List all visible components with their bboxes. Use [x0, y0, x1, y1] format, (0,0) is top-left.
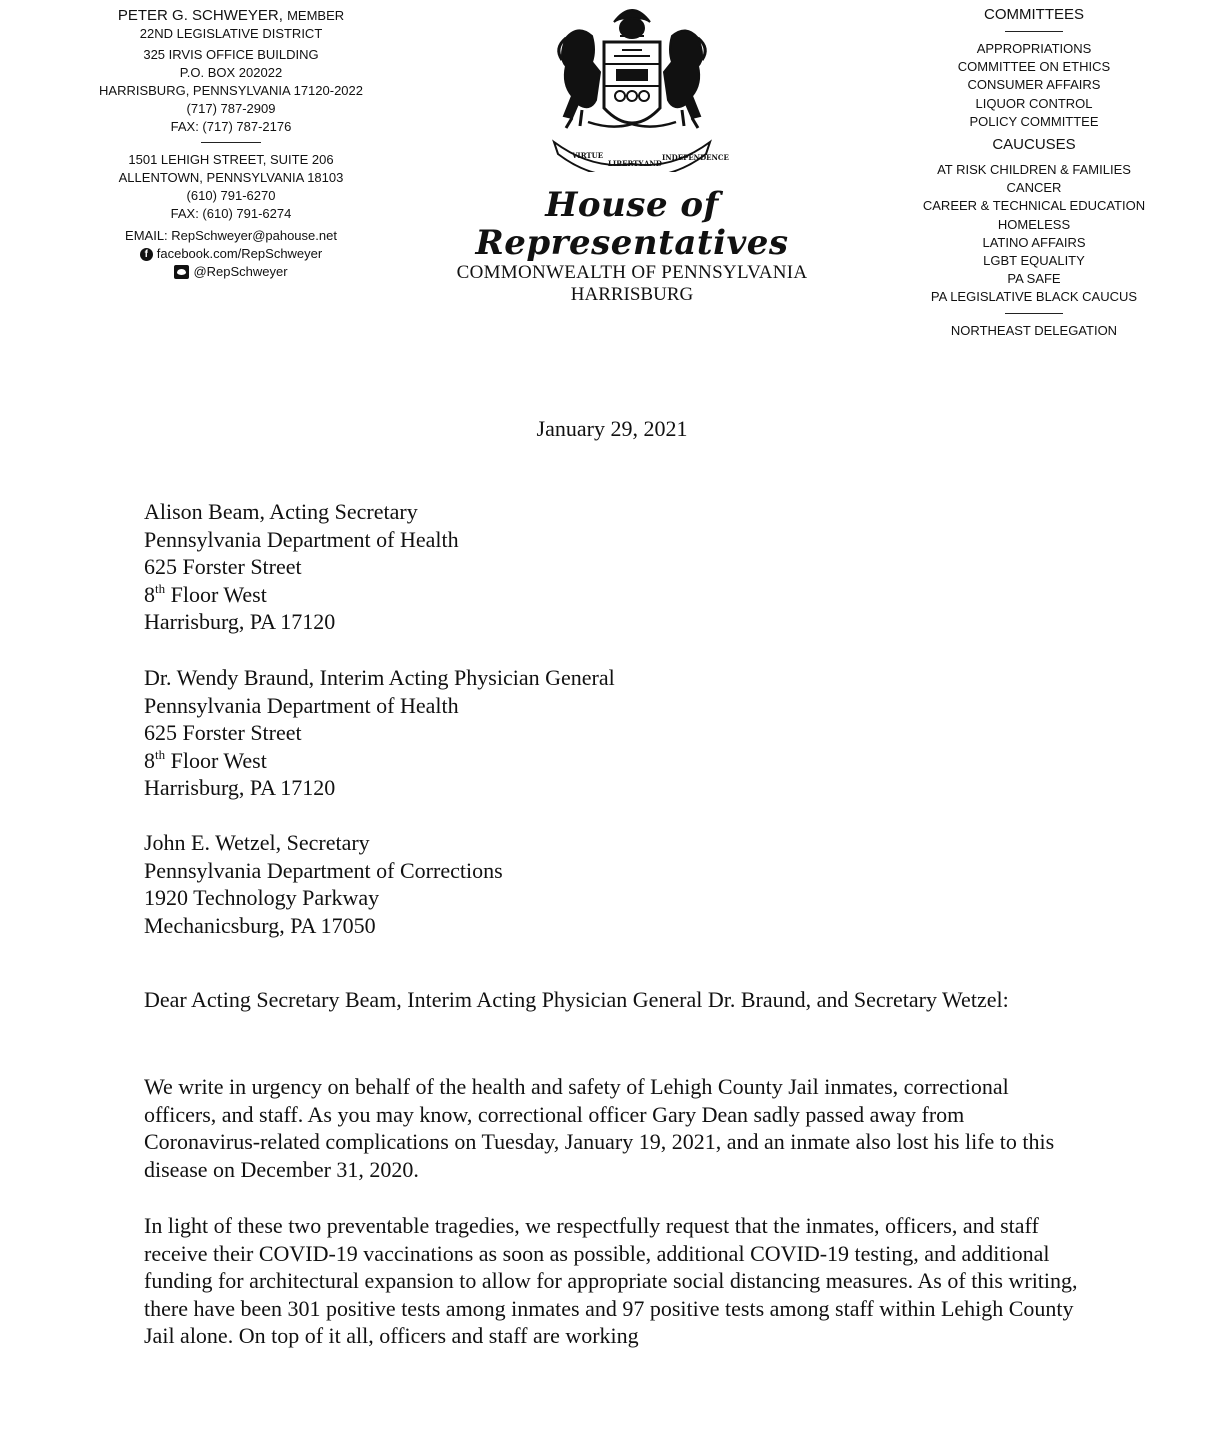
recipient-org: Pennsylvania Department of Corrections	[144, 857, 503, 883]
recipient-address	[144, 498, 459, 636]
recipient-city: Harrisburg, PA 17120	[144, 775, 336, 801]
capitol-office-line: HARRISBURG, PENNSYLVANIA 17120-2022	[99, 83, 363, 98]
committee-item: POLICY COMMITTEE	[969, 113, 1099, 129]
facebook-icon: f	[140, 248, 153, 261]
capitol-office-line: (717) 787-2909	[186, 101, 276, 116]
recipient-street: 1920 Technology Parkway	[144, 885, 380, 911]
twitter-icon	[174, 265, 189, 279]
caucus-item: PA SAFE	[1007, 271, 1061, 287]
recipient-name: Dr. Wendy Braund, Interim Acting Physician General	[144, 665, 615, 690]
recipient-address	[144, 829, 503, 939]
member-name-line	[90, 6, 372, 25]
twitter-row	[90, 263, 372, 281]
body-paragraph: In light of these two preventable tragedies, we respectfully request that the inmates, officers, and staff receive their COVID-19 vaccinations as soon as possible, additional COVID-19 testing, and additional funding for architectural expansion to allow for appropriate social distancing measures. As of this writing, there have been 301 positive tests among inmates and 97 positive tests among staff within Lehigh County Jail alone. On top of it all, officers and staff are working	[144, 1213, 1078, 1349]
district-office-line: (610) 791-6270	[186, 188, 276, 203]
member-contact-block	[90, 6, 372, 281]
caucus-item: CANCER	[1006, 180, 1062, 196]
caucus-item: AT RISK CHILDREN & FAMILIES	[937, 162, 1131, 178]
seal-motto-word: LIBERTY	[608, 159, 644, 168]
recipient-org: Pennsylvania Department of Health	[144, 692, 459, 718]
recipient-floor: 8th Floor West	[144, 746, 267, 773]
facebook-row	[90, 245, 372, 263]
recipient-street: 625 Forster Street	[144, 554, 302, 580]
recipient-floor: 8th Floor West	[144, 580, 267, 607]
house-title: House of Representatives	[475, 185, 789, 263]
committees-block	[912, 5, 1156, 340]
committee-item: COMMITTEE ON ETHICS	[957, 59, 1111, 75]
district-office-line: ALLENTOWN, PENNSYLVANIA 18103	[118, 170, 344, 185]
delegation-label: NORTHEAST DELEGATION	[950, 322, 1118, 338]
salutation: Dear Acting Secretary Beam, Interim Acting Physician General Dr. Braund, and Secretary Wetzel:	[144, 987, 1009, 1012]
committee-item: LIQUOR CONTROL	[975, 95, 1093, 111]
recipient-city: Mechanicsburg, PA 17050	[144, 912, 376, 938]
committee-item: APPROPRIATIONS	[976, 41, 1092, 56]
committees-heading: COMMITTEES	[984, 6, 1084, 23]
committee-item: CONSUMER AFFAIRS	[967, 77, 1101, 93]
caucus-item: CAREER & TECHNICAL EDUCATION	[922, 198, 1146, 214]
seal-motto-word: AND	[644, 159, 662, 168]
seal-motto-word: VIRTUE	[572, 151, 604, 160]
twitter-handle: @RepSchweyer	[193, 264, 288, 279]
letterhead-center	[432, 0, 832, 306]
capitol-office-line: 325 IRVIS OFFICE BUILDING	[143, 47, 319, 62]
commonwealth-label: COMMONWEALTH OF PENNSYLVANIA	[456, 262, 808, 283]
recipient-org: Pennsylvania Department of Health	[144, 526, 459, 552]
caucus-item: HOMELESS	[997, 216, 1071, 232]
recipient-street: 625 Forster Street	[144, 720, 302, 746]
body-paragraph: We write in urgency on behalf of the health and safety of Lehigh County Jail inmates, correctional officers, and staff. As you may know, correctional officer Gary Dean sadly passed away from Coronavirus-related complications on Tuesday, January 19, 2021, and an inmate also lost his life to this disease on December 31, 2020.	[144, 1074, 1055, 1182]
district-office-line: FAX: (610) 791-6274	[170, 206, 292, 221]
recipient-address	[144, 664, 615, 802]
member-name: PETER G. SCHWEYER,	[117, 7, 283, 24]
caucus-item: PA LEGISLATIVE BLACK CAUCUS	[930, 289, 1138, 305]
caucus-item: LATINO AFFAIRS	[982, 234, 1086, 250]
divider	[201, 142, 261, 143]
recipient-name: Alison Beam, Acting Secretary	[144, 499, 418, 524]
recipient-name: John E. Wetzel, Secretary	[144, 830, 370, 855]
city-label: HARRISBURG	[570, 284, 694, 305]
recipient-city: Harrisburg, PA 17120	[144, 609, 336, 635]
caucus-item: LGBT EQUALITY	[983, 253, 1085, 269]
capitol-office-line: FAX: (717) 787-2176	[170, 119, 292, 134]
capitol-office-line: P.O. BOX 202022	[179, 65, 283, 80]
seal-motto-word: INDEPENDENCE	[662, 153, 729, 162]
email-line: EMAIL: RepSchweyer@pahouse.net	[125, 228, 337, 243]
letter-date: January 29, 2021	[536, 416, 688, 441]
district-office-line: 1501 LEHIGH STREET, SUITE 206	[128, 152, 334, 167]
divider	[1005, 31, 1063, 32]
divider	[1005, 313, 1063, 314]
district-label: 22ND LEGISLATIVE DISTRICT	[139, 26, 323, 41]
member-role: MEMBER	[287, 8, 345, 23]
pennsylvania-seal-icon	[492, 0, 772, 172]
facebook-handle: facebook.com/RepSchweyer	[156, 246, 323, 261]
caucuses-heading: CAUCUSES	[992, 136, 1076, 154]
